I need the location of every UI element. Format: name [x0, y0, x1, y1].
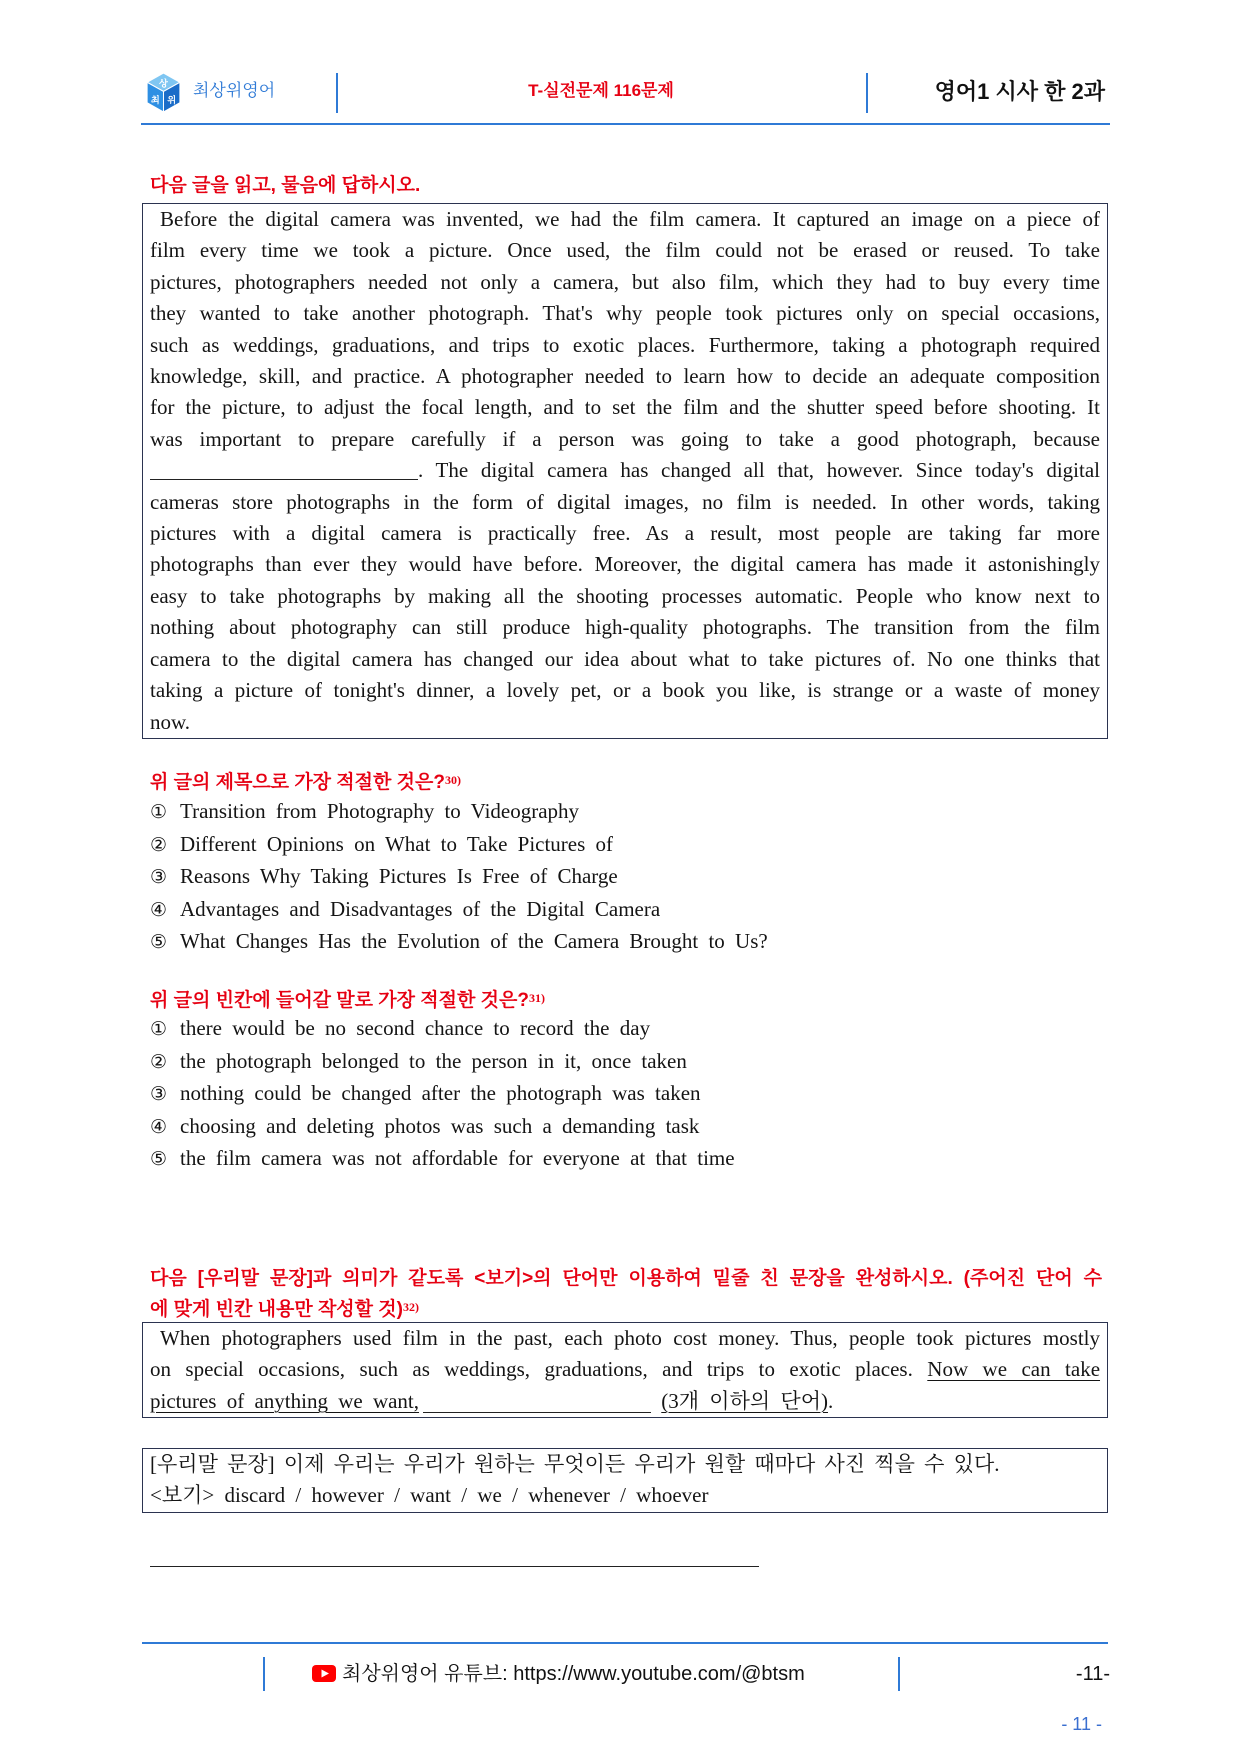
- page-marker: -11-: [1075, 1663, 1110, 1685]
- reading-passage-box: [142, 203, 1108, 739]
- word-limit-note: (3개 이하의 단어): [661, 1388, 828, 1413]
- section-instruction: 다음 글을 읽고, 물음에 답하시오.: [150, 175, 421, 196]
- q32-passage-line: [150, 1354, 1100, 1385]
- passage-line: for the picture, to adjust the focal length, and to set the film and the shutter speed before shooting. It: [150, 395, 1100, 420]
- option-item: [150, 894, 768, 927]
- word-bank-word: whenever: [528, 1483, 610, 1508]
- passage-line-with-blank: [150, 455, 1100, 486]
- word-bank-line: [150, 1480, 1100, 1511]
- option-item: [150, 1078, 735, 1111]
- option-text: nothing could be changed after the photograph was taken: [180, 1081, 701, 1105]
- passage-line: pictures, photographers needed not only a camera, but also film, which they had to buy every time: [150, 269, 1100, 294]
- option-text: Advantages and Disadvantages of the Digital Camera: [180, 896, 661, 921]
- option-item: [150, 1143, 735, 1176]
- page-number: - 11 -: [1061, 1714, 1102, 1734]
- sentence-end-period: .: [827, 1388, 834, 1413]
- q32-passage-text: on special occasions, such as weddings, graduations, and trips to exotic places.: [150, 1357, 913, 1382]
- passage-line: pictures with a digital camera is practically free. As a result, most people are taking far more: [150, 521, 1100, 546]
- footer-youtube-line: [342, 1662, 805, 1686]
- passage-line: nothing about photography can still produce high-quality photographs. The transition from the film: [150, 615, 1100, 640]
- option-text: there would be no second chance to record the day: [180, 1016, 651, 1040]
- question-number: 32): [402, 1300, 419, 1315]
- passage-line: easy to take photographs by making all the shooting processes automatic. People who know next to: [150, 583, 1100, 608]
- option-text: Transition from Photography to Videography: [180, 799, 580, 823]
- word-bank-word: however: [311, 1483, 384, 1508]
- option-text: Reasons Why Taking Pictures Is Free of Charge: [180, 864, 618, 888]
- passage-line: Before the digital camera was invented, we had the film camera. It captured an image on a piece of: [160, 207, 1100, 231]
- question-prompt-line: 다음 [우리말 문장]과 의미가 같도록 <보기>의 단어만 이용하여 밑줄 친 문장을 완성하시오. (주어진 단어 수: [150, 1268, 1102, 1289]
- footer-divider-right: [898, 1657, 900, 1691]
- question-32-prompt: [150, 1265, 1102, 1324]
- option-item: [150, 829, 768, 862]
- word-bank-separator: /: [295, 1483, 302, 1508]
- option-number: ②: [150, 833, 168, 856]
- word-bank-word: discard: [224, 1483, 286, 1508]
- question-31-options: [150, 1013, 735, 1176]
- logo-char-left: 최: [150, 94, 160, 106]
- question-prompt-text: 위 글의 제목으로 가장 적절한 것은?: [150, 772, 445, 793]
- header-rule: [141, 123, 1110, 125]
- korean-sentence-box: [142, 1448, 1108, 1513]
- passage-line: now.: [150, 709, 191, 734]
- word-bank-word: want: [410, 1483, 451, 1508]
- question-prompt-text: 에 맞게 빈칸 내용만 작성할 것): [150, 1299, 403, 1321]
- youtube-icon: [312, 1665, 336, 1682]
- word-bank-word: whoever: [636, 1483, 709, 1508]
- question-prompt-text: 위 글의 빈칸에 들어갈 말로 가장 적절한 것은?: [150, 990, 529, 1011]
- option-text: What Changes Has the Evolution of the Camera Brought to Us?: [180, 929, 768, 953]
- passage-line: cameras store photographs in the form of digital images, no film is needed. In other words, taking: [150, 489, 1100, 514]
- passage-line: photographs than ever they would have before. Moreover, the digital camera has made it astonishingly: [150, 552, 1100, 577]
- option-number: ①: [150, 1018, 168, 1040]
- logo-char-top: 상: [159, 78, 168, 90]
- option-number: ⑤: [150, 931, 168, 953]
- passage-line: they wanted to take another photograph. That's why people took pictures only on special occasions,: [150, 301, 1100, 326]
- option-text: Different Opinions on What to Take Pictures of: [180, 831, 614, 856]
- option-text: choosing and deleting photos was such a demanding task: [180, 1113, 700, 1138]
- question-31-prompt: [150, 984, 545, 1015]
- word-bank-separator: /: [394, 1483, 400, 1508]
- option-number: ②: [150, 1050, 168, 1073]
- option-number: ③: [150, 1083, 168, 1105]
- option-item: [150, 1111, 735, 1144]
- option-number: ①: [150, 801, 168, 823]
- header-right-title: 영어1 시사 한 2과: [934, 79, 1105, 104]
- korean-sentence: [우리말 문장] 이제 우리는 우리가 원하는 무엇이든 우리가 원할 때마다 사진 찍을 수 있다.: [150, 1452, 1000, 1476]
- word-bank-separator: /: [461, 1483, 468, 1508]
- question-30-options: [150, 796, 768, 959]
- header-center-title: T-실전문제 116문제: [528, 81, 674, 100]
- passage-line-text: . The digital camera has changed all that, however. Since today's digital: [418, 458, 1100, 483]
- option-item: [150, 926, 768, 959]
- question-30-prompt: [150, 766, 461, 797]
- passage-line: such as weddings, graduations, and trips to exotic places. Furthermore, taking a photograph required: [150, 332, 1100, 357]
- passage-line: camera to the digital camera has changed our idea about what to take pictures of. No one thinks that: [150, 646, 1100, 671]
- option-item: [150, 1013, 735, 1046]
- option-item: [150, 1046, 735, 1079]
- word-bank-label: <보기>: [150, 1483, 215, 1508]
- question-number: 30): [444, 773, 461, 787]
- footer-url: https://www.youtube.com/@btsm: [513, 1663, 805, 1685]
- word-bank-word: we: [477, 1483, 502, 1508]
- footer-youtube-label: 최상위영어 유튜브:: [342, 1663, 508, 1685]
- option-text: the photograph belonged to the person in it, once taken: [180, 1048, 687, 1073]
- answer-blank: [423, 1412, 651, 1413]
- footer-divider-left: [263, 1657, 265, 1691]
- option-text: the film camera was not affordable for everyone at that time: [180, 1146, 735, 1170]
- brand-logo: [146, 72, 181, 113]
- brand-name: 최상위영어: [193, 81, 276, 100]
- passage-line: knowledge, skill, and practice. A photographer needed to learn how to decide an adequate composition: [150, 364, 1100, 389]
- underlined-sentence-start: Now we can take: [927, 1357, 1101, 1382]
- passage-line: taking a picture of tonight's dinner, a lovely pet, or a book you like, is strange or a waste of money: [150, 678, 1100, 703]
- logo-char-right: 위: [167, 94, 177, 106]
- passage-line: was important to prepare carefully if a person was going to take a good photograph, because: [150, 426, 1100, 451]
- option-item: [150, 861, 768, 894]
- answer-writing-line: [150, 1566, 759, 1567]
- question-32-passage-box: [142, 1322, 1108, 1418]
- footer-rule: [142, 1642, 1108, 1644]
- header-divider-right: [866, 73, 868, 113]
- option-number: ④: [150, 898, 168, 921]
- option-number: ③: [150, 866, 168, 888]
- option-number: ④: [150, 1115, 168, 1138]
- passage-line: film every time we took a picture. Once used, the film could not be erased or reused. To take: [150, 238, 1100, 263]
- underlined-sentence-continued: pictures of anything we want,: [150, 1388, 420, 1413]
- option-number: ⑤: [150, 1148, 168, 1170]
- question-prompt-line: [150, 1293, 1102, 1324]
- q32-passage-line: [150, 1386, 1100, 1417]
- question-number: 31): [528, 991, 545, 1005]
- q32-passage-line: When photographers used film in the past, each photo cost money. Thus, people took pictures mostly: [160, 1326, 1100, 1350]
- word-bank-separator: /: [620, 1483, 626, 1508]
- logo-cube-icon: [146, 72, 181, 113]
- word-bank-separator: /: [512, 1483, 518, 1508]
- option-item: [150, 796, 768, 829]
- passage-answer-blank: [150, 479, 418, 480]
